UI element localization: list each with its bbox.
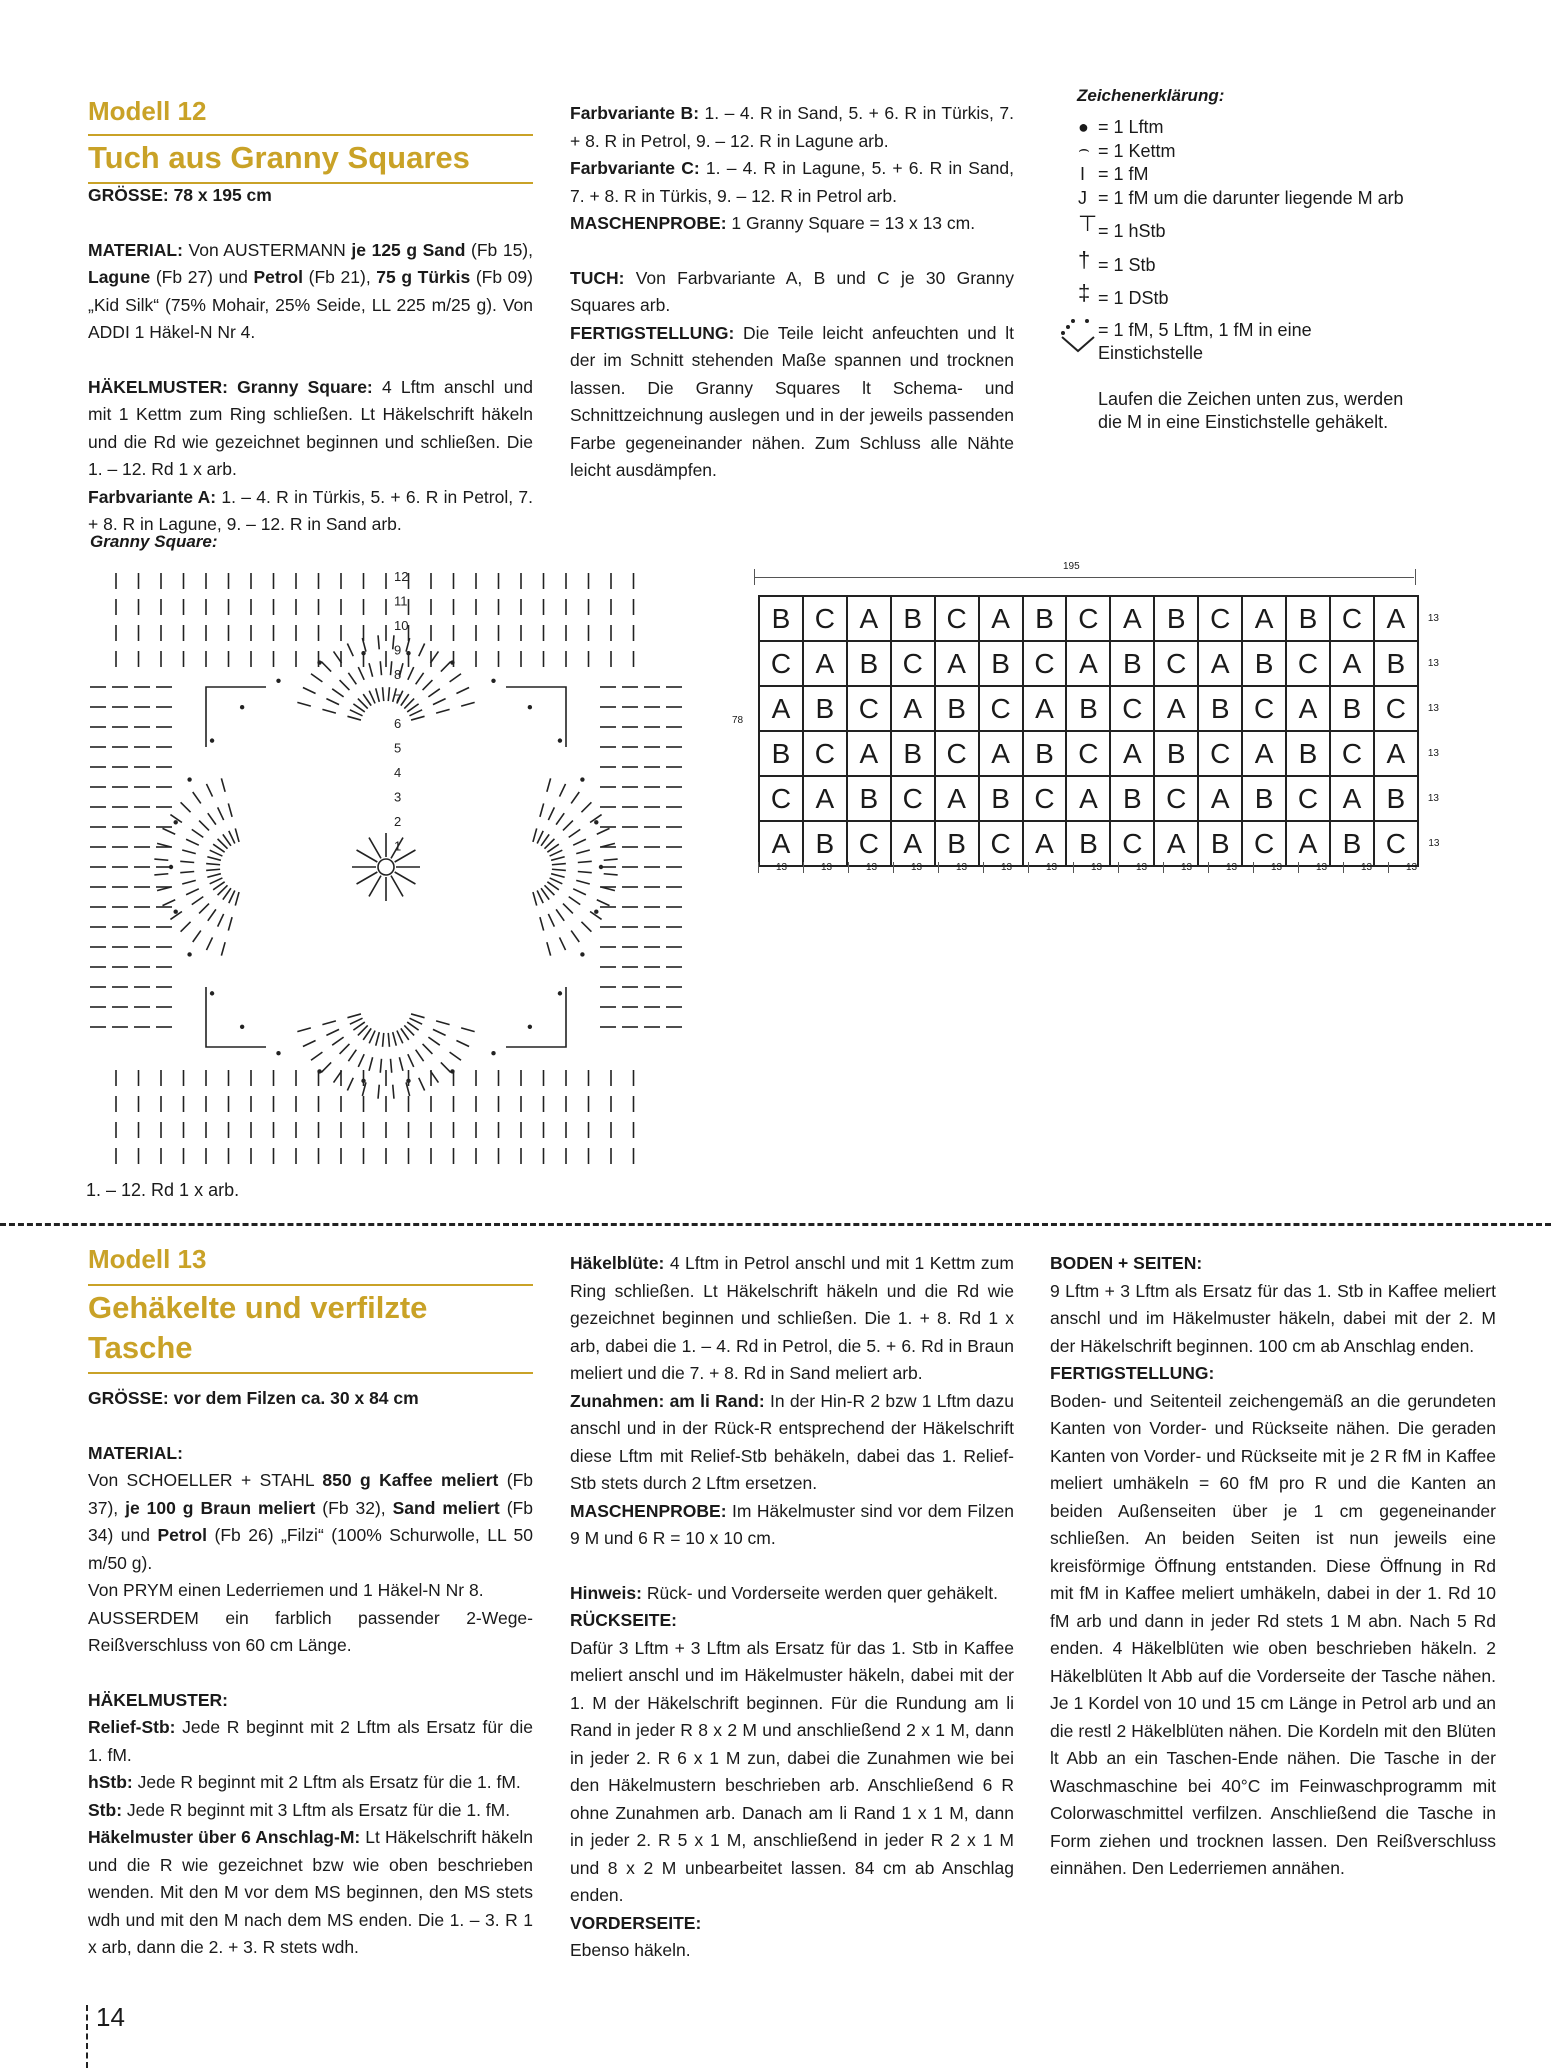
- model13-maschenprobe: MASCHENPROBE: Im Häkelmuster sind vor dem Filzen 9 M und 6 R = 10 x 10 cm.: [570, 1500, 1014, 1548]
- model13-rueck-head: RÜCKSEITE:: [570, 1610, 677, 1630]
- layout-cell: A: [935, 641, 979, 686]
- picot-icon: [1060, 315, 1100, 355]
- hook-sc-icon: J: [1078, 187, 1087, 208]
- layout-cell: B: [847, 641, 891, 686]
- layout-cell: A: [979, 596, 1023, 641]
- layout-row-label: 13: [1428, 838, 1440, 849]
- model12-column-2: [570, 100, 1014, 485]
- layout-cell: A: [935, 776, 979, 821]
- layout-col-label: 13: [893, 862, 939, 873]
- layout-cell: B: [1110, 641, 1154, 686]
- layout-col-label: 13: [758, 862, 804, 873]
- layout-row: [759, 731, 1449, 776]
- layout-cell: C: [1374, 821, 1418, 866]
- layout-col-label: 13: [1163, 862, 1209, 873]
- layout-cell: C: [1330, 731, 1374, 776]
- model12-title: Tuch aus Granny Squares: [88, 134, 533, 184]
- model13-vorder: Ebenso häkeln.: [570, 1940, 691, 1960]
- layout-col-label: 13: [803, 862, 849, 873]
- double-crochet-icon: †: [1078, 246, 1091, 272]
- layout-cell: B: [1023, 731, 1067, 776]
- layout-cell: A: [1023, 821, 1067, 866]
- layout-col-label: 13: [1118, 862, 1164, 873]
- legend-item-4: = 1 fM um die darunter liegende M arb: [1098, 187, 1404, 208]
- layout-cell: B: [1374, 641, 1418, 686]
- layout-cell: C: [1242, 686, 1286, 731]
- layout-cell: C: [1023, 641, 1067, 686]
- layout-col-label: 13: [848, 862, 894, 873]
- layout-cell: B: [1066, 686, 1110, 731]
- layout-cell: A: [1066, 776, 1110, 821]
- legend-item-6: = 1 Stb: [1098, 254, 1156, 275]
- model13-fertig: Boden- und Seitenteil zeichengemäß an die gerundeten Kanten von Vorder- und Rückseite nähen. Die geraden Kanten von Vorder- und Rückseite mit je 2 R fM in Kaffee meliert umhäkeln = 60 fM pro R und die Kanten an beiden Außenseiten über je 1 cm gegeneinander schließen. An beiden Seiten ist nun jeweils eine kreisförmige Öffnung entstanden. Diese Öffnung in Rd mit fM in Kaffee meliert umhäkeln, dabei in der 1. Rd 10 fM arb und dann in jeder Rd stets 1 M abn. Nach 5 Rd enden. 4 Häkelblüten wie oben beschrieben häkeln. 2 Häkelblüten lt Abb auf die Vorderseite der Tasche nähen. Je 1 Kordel von 10 und 15 cm Länge in Petrol arb und an die restl 2 Häkelblüten nähen. Die Kordeln mit den Blüten lt Abb an ein Taschen-Ende nähen. Die Tasche in der Waschmaschine bei 40°C im Feinwaschprogramm mit Colorwaschmittel verfilzen. Anschließend die Tasche in Form ziehen und trocknen lassen. Den Reißverschluss einnähen. Den Lederriemen annähen.: [1050, 1390, 1496, 1878]
- model13-column-3: [1050, 1250, 1496, 1883]
- layout-cell: A: [1110, 596, 1154, 641]
- layout-cell: B: [1023, 596, 1067, 641]
- layout-cell: B: [1242, 776, 1286, 821]
- layout-cell: C: [1286, 641, 1330, 686]
- model13-label: Modell 13: [88, 1244, 207, 1274]
- model13-hinweis: Hinweis: Rück- und Vorderseite werden quer gehäkelt.: [570, 1582, 999, 1603]
- layout-col-label: 13: [938, 862, 984, 873]
- layout-cell: A: [847, 731, 891, 776]
- legend-item-3: = 1 fM: [1098, 164, 1149, 184]
- layout-cell: B: [759, 731, 803, 776]
- layout-col-label: 13: [1253, 862, 1299, 873]
- model13-column-2: [570, 1250, 1014, 1965]
- round-number: 12: [394, 569, 409, 584]
- model12-farbvariante-a: Farbvariante A: 1. – 4. R in Türkis, 5. + 6. R in Petrol, 7. + 8. R in Lagune, 9. – 12. R in Sand arb.: [88, 486, 533, 534]
- layout-cell: A: [891, 821, 935, 866]
- round-number: 11: [394, 593, 408, 609]
- model13-fertig-head: FERTIGSTELLUNG:: [1050, 1363, 1215, 1383]
- legend-item-1: = 1 Lftm: [1098, 117, 1164, 137]
- layout-cell: C: [1066, 596, 1110, 641]
- layout-cell: C: [803, 731, 847, 776]
- layout-cell: C: [759, 776, 803, 821]
- single-crochet-icon: I: [1080, 164, 1086, 184]
- layout-cell: C: [935, 731, 979, 776]
- layout-cell: B: [1242, 641, 1286, 686]
- granny-square-label: Granny Square:: [90, 532, 218, 551]
- layout-cell: A: [1154, 686, 1198, 731]
- layout-cell: B: [1110, 776, 1154, 821]
- layout-cell: B: [1286, 596, 1330, 641]
- layout-row-label: 13: [1427, 613, 1439, 624]
- layout-cell: A: [1066, 641, 1110, 686]
- layout-cell: B: [803, 686, 847, 731]
- layout-cell: B: [979, 776, 1023, 821]
- layout-cell: B: [759, 596, 803, 641]
- layout-cell: C: [979, 686, 1023, 731]
- model12-haekelmuster: HÄKELMUSTER: Granny Square: 4 Lftm anschl und mit 1 Kettm zum Ring schließen. Lt Häkelschrift häkeln und die Rd wie gezeichnet beginnen und schließen. Die 1. – 12. Rd 1 x arb.: [88, 376, 534, 479]
- layout-cell: B: [1330, 821, 1374, 866]
- layout-row-label: 13: [1427, 658, 1439, 669]
- layout-cell: C: [1110, 686, 1154, 731]
- layout-row: [759, 596, 1449, 641]
- model13-title: Gehäkelte und verfilzte Tasche: [88, 1284, 533, 1374]
- page-number: 14: [96, 2002, 125, 2032]
- model12-material: MATERIAL: Von AUSTERMANN je 125 g Sand (Fb 15), Lagune (Fb 27) und Petrol (Fb 21), 75 g Türkis (Fb 09) „Kid Silk“ (75% Mohair, 25% Seide, LL 225 m/25 g). Von ADDI 1 Häkel-N Nr 4.: [88, 239, 533, 342]
- model12-fertigstellung: FERTIGSTELLUNG: Die Teile leicht anfeuchten und lt der im Schnitt stehenden Maße spannen und trocknen lassen. Die Granny Squares lt Schema- und Schnittzeichnung auslegen und in der jeweils passenden Farbe gegeneinander nähen. Zum Schluss alle Nähte leicht ausdämpfen.: [570, 322, 1014, 480]
- layout-cell: A: [1374, 596, 1418, 641]
- model13-material-line3: AUSSERDEM ein farblich passender 2-Wege-Reißverschluss von 60 cm Länge.: [88, 1607, 533, 1655]
- model13-material: Von SCHOELLER + STAHL 850 g Kaffee meliert (Fb 37), je 100 g Braun meliert (Fb 32), Sand meliert (Fb 34) und Petrol (Fb 26) „Filzi“ (100% Schurwolle, LL 50 m/50 g).: [88, 1470, 533, 1573]
- model13-boden-head: BODEN + SEITEN:: [1050, 1253, 1203, 1273]
- model13-groesse: GRÖSSE: vor dem Filzen ca. 30 x 84 cm: [88, 1388, 419, 1408]
- legend-title: Zeichenerklärung:: [1077, 86, 1225, 105]
- round-number: 9: [394, 642, 402, 658]
- legend-note: Laufen die Zeichen unten zus, werden die M in eine Einstichstelle gehäkelt.: [1098, 388, 1404, 432]
- layout-cell: A: [1110, 731, 1154, 776]
- half-dc-icon: ⊤: [1078, 211, 1098, 236]
- layout-cell: A: [1330, 641, 1374, 686]
- layout-cell: B: [1066, 821, 1110, 866]
- page-number-rule: [86, 2005, 88, 2068]
- layout-col-label: 13: [983, 862, 1029, 873]
- layout-cell: C: [935, 596, 979, 641]
- layout-cell: A: [1330, 776, 1374, 821]
- layout-cell: C: [1066, 731, 1110, 776]
- layout-grid: [758, 595, 1450, 867]
- layout-cell: C: [1374, 686, 1418, 731]
- layout-cell: A: [1198, 776, 1242, 821]
- layout-row: [759, 686, 1449, 731]
- layout-cell: A: [1154, 821, 1198, 866]
- layout-col-label: 13: [1298, 862, 1344, 873]
- round-number: 5: [394, 740, 402, 756]
- layout-row-label: 13: [1427, 793, 1439, 804]
- round-number: 7: [394, 691, 402, 707]
- model12-tuch: TUCH: Von Farbvariante A, B und C je 30 Granny Squares arb.: [570, 267, 1014, 315]
- granny-caption: 1. – 12. Rd 1 x arb.: [86, 1180, 240, 1200]
- round-number: 10: [394, 618, 409, 633]
- model13-haekelmuster-head: HÄKELMUSTER:: [88, 1689, 228, 1710]
- model12-farbvariante-b: Farbvariante B: 1. – 4. R in Sand, 5. + 6. R in Türkis, 7. + 8. R in Petrol, 9. – 12. R in Lagune arb.: [570, 103, 1014, 151]
- round-number: 6: [394, 716, 402, 731]
- round-number: 2: [394, 814, 402, 829]
- layout-row: [759, 821, 1449, 866]
- layout-cell: B: [1286, 731, 1330, 776]
- layout-cell: A: [1374, 731, 1418, 776]
- layout-cell: A: [803, 776, 847, 821]
- granny-square-diagram: [86, 567, 686, 1167]
- layout-cell: C: [1023, 776, 1067, 821]
- layout-row-label: 13: [1427, 748, 1439, 759]
- layout-cell: B: [847, 776, 891, 821]
- layout-width-label: 195: [1060, 561, 1083, 572]
- model13-boden: 9 Lftm + 3 Lftm als Ersatz für das 1. Stb in Kaffee meliert anschl und im Häkelmuster häkeln, dabei mit der 2. M der Häkelschrift beginnen. 100 cm ab Anschlag enden.: [1050, 1280, 1496, 1356]
- layout-cell: C: [847, 686, 891, 731]
- layout-cell: A: [1286, 686, 1330, 731]
- layout-row: [759, 641, 1449, 686]
- model12-label: Modell 12: [88, 96, 207, 126]
- layout-cell: B: [891, 731, 935, 776]
- model13-stb: Stb: Jede R beginnt mit 3 Lftm als Ersatz für die 1. fM.: [88, 1799, 511, 1820]
- round-number: 8: [394, 667, 402, 682]
- layout-diagram: [730, 561, 1450, 887]
- legend-item-7: = 1 DStb: [1098, 288, 1169, 308]
- layout-cell: C: [891, 641, 935, 686]
- layout-cell: A: [759, 821, 803, 866]
- model13-material-head: MATERIAL:: [88, 1442, 183, 1463]
- layout-col-label: 13: [1073, 862, 1119, 873]
- round-number: 4: [394, 765, 402, 780]
- layout-cell: A: [1198, 641, 1242, 686]
- layout-cell: A: [847, 596, 891, 641]
- layout-cell: A: [803, 641, 847, 686]
- layout-cell: B: [1374, 776, 1418, 821]
- layout-cell: B: [891, 596, 935, 641]
- layout-cell: C: [1286, 776, 1330, 821]
- treble-crochet-icon: ‡: [1078, 280, 1091, 305]
- layout-col-label: 13: [1388, 862, 1434, 873]
- layout-cell: C: [759, 641, 803, 686]
- layout-cell: B: [1198, 821, 1242, 866]
- layout-cell: C: [891, 776, 935, 821]
- layout-cell: A: [1242, 731, 1286, 776]
- layout-cell: A: [759, 686, 803, 731]
- layout-cell: A: [979, 731, 1023, 776]
- legend-item-5: = 1 hStb: [1098, 221, 1166, 241]
- layout-cell: C: [1110, 821, 1154, 866]
- model12-column-1: [88, 182, 533, 539]
- model13-relief-stb: Relief-Stb: Jede R beginnt mit 2 Lftm als Ersatz für die 1. fM.: [88, 1717, 533, 1765]
- legend-item-8: = 1 fM, 5 Lftm, 1 fM in eine Einstichstelle: [1098, 319, 1312, 363]
- layout-cell: C: [1330, 596, 1374, 641]
- layout-cell: A: [1023, 686, 1067, 731]
- model13-vorder-head: VORDERSEITE:: [570, 1912, 702, 1933]
- layout-cell: C: [1242, 821, 1286, 866]
- layout-cell: C: [979, 821, 1023, 866]
- model13-hstb: hStb: Jede R beginnt mit 2 Lftm als Ersatz für die 1. fM.: [88, 1772, 521, 1792]
- model13-bluete: Häkelblüte: 4 Lftm in Petrol anschl und mit 1 Kettm zum Ring schließen. Lt Häkelschrift häkeln und die Rd wie gezeichnet beginnen und schließen. Die 1. + 8. Rd 1 x arb, dabei die 1. – 4. Rd in Petrol, die 5. + 6. Rd in Braun meliert und die 7. + 8. Rd in Sand meliert arb.: [570, 1253, 1014, 1383]
- layout-cell: A: [891, 686, 935, 731]
- layout-cell: B: [1198, 686, 1242, 731]
- model12-groesse: GRÖSSE: 78 x 195 cm: [88, 185, 272, 205]
- layout-row-label: 13: [1427, 703, 1439, 714]
- model13-material-line2: Von PRYM einen Lederriemen und 1 Häkel-N Nr 8.: [88, 1580, 484, 1600]
- model12-maschenprobe: MASCHENPROBE: 1 Granny Square = 13 x 13 cm.: [570, 213, 976, 233]
- round-number: 1: [394, 838, 402, 854]
- slip-stitch-arc-icon: ⌢: [1078, 138, 1090, 159]
- layout-cell: B: [1154, 596, 1198, 641]
- layout-cell: C: [1198, 731, 1242, 776]
- layout-cell: A: [1286, 821, 1330, 866]
- layout-cell: B: [979, 641, 1023, 686]
- legend: [1060, 116, 1420, 435]
- chain-dot-icon: ●: [1078, 117, 1089, 137]
- layout-height-label: 78: [732, 715, 744, 726]
- layout-cell: C: [1154, 776, 1198, 821]
- layout-cell: B: [935, 821, 979, 866]
- layout-cell: B: [803, 821, 847, 866]
- model13-muster6: Häkelmuster über 6 Anschlag-M: Lt Häkelschrift häkeln und die R wie gezeichnet bzw wie oben beschrieben wenden. Mit den M vor dem MS beginnen, den MS stets wdh und mit den M nach dem MS enden. Die 1. – 3. R 1 x arb, dann die 2. + 3. R stets wdh.: [88, 1827, 533, 1957]
- layout-col-label: 13: [1343, 862, 1389, 873]
- model13-zunahmen: Zunahmen: am li Rand: In der Hin-R 2 bzw 1 Lftm dazu anschl und in der Rück-R entsprechend der Häkelschrift diese Lftm mit Relief-Stb behäkeln, dabei das 1. Relief-Stb stets durch 2 Lftm ersetzen.: [570, 1390, 1015, 1493]
- layout-col-label: 13: [1028, 862, 1074, 873]
- layout-cell: B: [1154, 731, 1198, 776]
- layout-row: [759, 776, 1449, 821]
- section-divider: [0, 1223, 1551, 1226]
- legend-item-2: = 1 Kettm: [1098, 140, 1176, 161]
- layout-cell: B: [935, 686, 979, 731]
- layout-cell: C: [1154, 641, 1198, 686]
- layout-cell: B: [1330, 686, 1374, 731]
- model13-column-1: [88, 1385, 533, 1962]
- layout-cell: A: [1242, 596, 1286, 641]
- layout-cell: C: [847, 821, 891, 866]
- model12-farbvariante-c: Farbvariante C: 1. – 4. R in Lagune, 5. + 6. R in Sand, 7. + 8. R in Türkis, 9. – 12. R in Petrol arb.: [570, 158, 1014, 206]
- round-number: 3: [394, 789, 402, 805]
- model13-rueck: Dafür 3 Lftm + 3 Lftm als Ersatz für das 1. Stb in Kaffee meliert anschl und im Häkelmuster häkeln, dabei mit der 1. M der Häkelschrift beginnen. Für die Rundung am li Rand in jeder R 8 x 2 M und anschließend 2 x 1 M, dann in jeder 2. R 6 x 1 M zun, dabei die Zunahmen wie bei den Häkelmustern beschrieben arb. Anschließend 6 R ohne Zunahmen arb. Danach am li Rand 1 x 1 M, dann in jeder 2. R 5 x 1 M, anschließend in jeder R 2 x 1 M und 8 x 2 M unbearbeitet lassen. 84 cm ab Anschlag enden.: [570, 1637, 1014, 1905]
- layout-cell: C: [803, 596, 847, 641]
- layout-cell: C: [1198, 596, 1242, 641]
- layout-col-label: 13: [1208, 862, 1254, 873]
